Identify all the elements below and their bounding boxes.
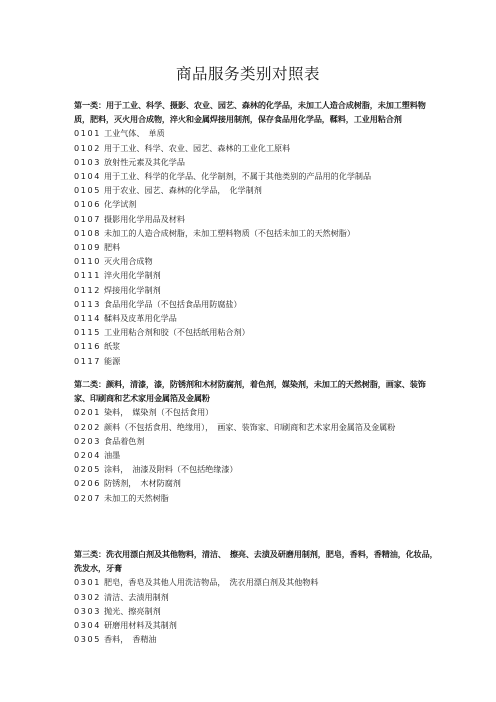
item-code: 0102 [74,142,101,153]
list-item [74,476,438,490]
item-code: 0112 [74,284,101,295]
list-item [74,268,438,282]
list-item [74,283,438,297]
list-item [74,491,438,505]
list-item [74,311,438,325]
list-item [74,575,438,589]
list-item [74,126,438,140]
item-code: 0104 [74,171,101,182]
item-text: 能源 [104,355,121,366]
item-code: 0115 [74,327,101,338]
item-text: 肥料 [104,242,121,253]
list-item [74,405,438,419]
list-item [74,354,438,368]
class-3-heading: 第三类：洗衣用漂白剂及其他物料，清洁、 擦亮、去渍及研磨用制剂，肥皂，香料，香精油，化妆品，洗发水，牙膏 [74,549,438,574]
item-text: 未加工的天然树脂 [104,492,169,503]
class-1-section [74,98,438,368]
item-code: 0202 [74,421,101,432]
item-code: 0303 [74,605,101,616]
item-text: 化学试剂 [104,199,137,210]
item-code: 0301 [74,577,101,588]
item-code: 0108 [74,227,101,238]
item-text: 香料， 香精油 [104,634,157,645]
item-text: 工业气体、 单质 [104,128,165,139]
item-code: 0305 [74,634,101,645]
item-text: 抛光、擦亮制剂 [104,605,161,616]
item-text: 防锈剂， 木材防腐剂 [104,478,181,489]
item-code: 0105 [74,185,101,196]
item-code: 0117 [74,355,101,366]
item-code: 0204 [74,450,101,461]
item-code: 0109 [74,242,101,253]
item-text: 用于工业、科学、农业、园艺、森林的工业化工原料 [104,142,291,153]
list-item [74,420,438,434]
list-item [74,590,438,604]
item-text: 灭火用合成物 [104,256,153,267]
class-3-section [74,547,438,646]
item-code: 0206 [74,478,101,489]
item-code: 0101 [74,128,101,139]
item-text: 涂料， 油漆及附料（不包括绝缘漆） [104,464,238,475]
item-text: 清洁、去渍用制剂 [104,591,169,602]
list-item [74,632,438,646]
list-item [74,434,438,448]
item-text: 食品用化学品（不包括食品用防腐盐） [104,298,242,309]
item-code: 0203 [74,435,101,446]
list-item [74,141,438,155]
item-code: 0106 [74,199,101,210]
item-text: 摄影用化学用品及材料 [104,213,185,224]
item-text: 用于农业、园艺、森林的化学品， 化学制剂 [104,185,262,196]
list-item [74,254,438,268]
list-item [74,197,438,211]
item-code: 0107 [74,213,101,224]
list-item [74,618,438,632]
item-text: 鞣料及皮革用化学品 [104,313,177,324]
item-text: 颜料（不包括食用、绝缘用）， 画家、装饰家、印刷商和艺术家用金属箔及金属粉 [104,421,396,432]
item-code: 0207 [74,492,101,503]
item-code: 0114 [74,313,101,324]
item-text: 放射性元素及其化学品 [104,156,185,167]
item-code: 0111 [74,270,101,281]
list-item [74,169,438,183]
item-code: 0110 [74,256,101,267]
item-code: 0302 [74,591,101,602]
item-code: 0304 [74,620,101,631]
list-item [74,240,438,254]
page-title: 商品服务类别对照表 [175,65,320,83]
item-text: 染料， 媒染剂（不包括食用） [104,407,214,418]
list-item [74,325,438,339]
list-item [74,462,438,476]
class-2-section [74,377,438,505]
list-item [74,448,438,462]
list-item [74,226,438,240]
list-item [74,339,438,353]
item-text: 用于工业、科学的化学品、化学制剂，不属于其他类别的产品用的化学制品 [104,171,372,182]
list-item [74,604,438,618]
class-1-heading: 第一类：用于工业、科学、摄影、农业、园艺、森林的化学品，未加工人造合成树脂，未加工塑料物质，肥料，灭火用合成物，淬火和金属焊接用制剂，保存食品用化学品，鞣料，工业用粘合剂 [74,100,426,125]
list-item [74,155,438,169]
list-item [74,297,438,311]
item-text: 油墨 [104,450,121,461]
class-2-heading: 第二类：颜料，清漆，漆，防锈剂和木材防腐剂，着色剂，媒染剂，未加工的天然树脂，画家、装饰家、印刷商和艺术家用金属箔及金属粉 [74,379,426,404]
list-item [74,212,438,226]
item-text: 未加工的人造合成树脂，未加工塑料物质（不包括未加工的天然树脂） [104,227,355,238]
item-code: 0103 [74,156,101,167]
item-text: 纸浆 [104,341,121,352]
item-text: 肥皂，香皂及其他人用洗洁物品， 洗衣用漂白剂及其他物料 [104,577,319,588]
item-code: 0201 [74,407,101,418]
item-code: 0205 [74,464,101,475]
item-text: 食品着色剂 [104,435,145,446]
item-code: 0113 [74,298,101,309]
list-item [74,183,438,197]
item-code: 0116 [74,341,101,352]
item-text: 焊接用化学制剂 [104,284,161,295]
item-text: 研磨用材料及其制剂 [104,620,177,631]
item-text: 工业用粘合剂和胶（不包括纸用粘合剂） [104,327,250,338]
item-text: 淬火用化学制剂 [104,270,161,281]
